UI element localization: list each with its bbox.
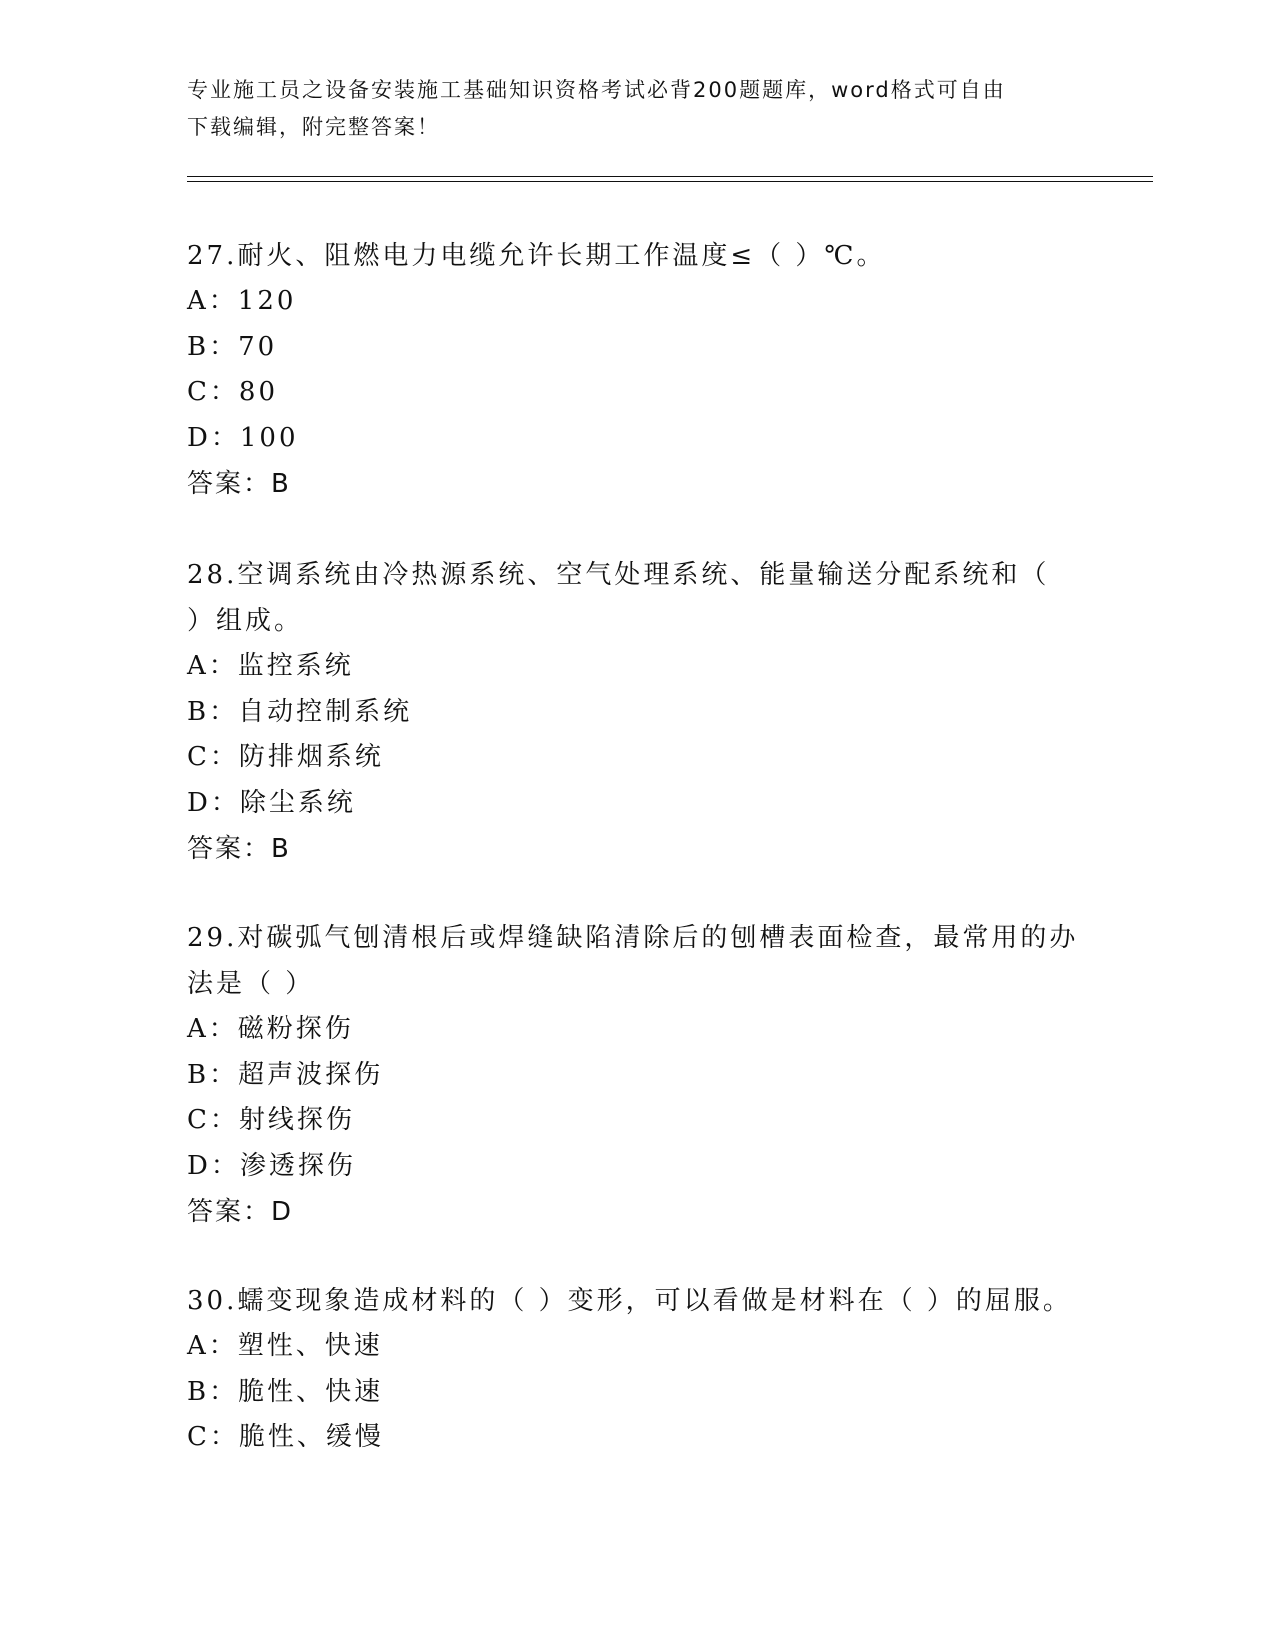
option-key: A： [187, 651, 238, 681]
option-text: 塑性、快速 [237, 1331, 383, 1361]
answer-line: 答案：B [187, 834, 291, 864]
option-key: A： [187, 1331, 238, 1361]
question-stem-line: ）组成。 [187, 606, 304, 636]
option-text: 磁粉探伤 [237, 1014, 354, 1044]
question-28 [187, 552, 1087, 872]
option-key: D： [187, 787, 240, 818]
document-header [187, 72, 1067, 146]
option-a [187, 1007, 1087, 1053]
option-c [187, 1098, 1087, 1144]
option-key: B： [187, 1376, 239, 1407]
option-key: D： [187, 1150, 240, 1181]
option-key: B： [187, 696, 239, 727]
header-line-1: 专业施工员之设备安装施工基础知识资格考试必背200题题库，word格式可自由 [187, 78, 1006, 102]
question-27 [187, 233, 1087, 507]
answer-line: 答案：D [187, 1197, 294, 1227]
option-b [187, 690, 1087, 736]
option-key: C： [187, 1422, 239, 1452]
option-d [187, 781, 1087, 827]
option-b [187, 1370, 1087, 1416]
option-text: 除尘系统 [239, 787, 356, 818]
answer-line: 答案：B [187, 469, 291, 499]
question-30 [187, 1278, 1087, 1461]
option-text: 射线探伤 [238, 1105, 355, 1135]
option-text: 监控系统 [237, 651, 354, 681]
option-c [187, 1415, 1087, 1461]
option-text: 80 [238, 377, 278, 407]
option-text: 脆性、快速 [238, 1376, 384, 1407]
option-b [187, 325, 1087, 371]
option-key: A： [187, 1014, 238, 1044]
header-line-2: 下载编辑，附完整答案！ [187, 115, 440, 139]
question-stem-line: 27.耐火、阻燃电力电缆允许长期工作温度≤（ ）℃。 [187, 241, 886, 271]
option-key: C： [187, 742, 239, 772]
option-a [187, 644, 1087, 690]
option-c [187, 370, 1087, 416]
option-text: 防排烟系统 [238, 742, 384, 772]
option-b [187, 1053, 1087, 1099]
question-stem-line: 30.蠕变现象造成材料的（ ）变形，可以看做是材料在（ ）的屈服。 [187, 1286, 1072, 1316]
question-stem-line: 29.对碳弧气刨清根后或焊缝缺陷清除后的刨槽表面检查，最常用的办 [187, 923, 1079, 953]
header-divider-top [187, 176, 1153, 177]
option-text: 120 [237, 286, 297, 316]
option-c [187, 735, 1087, 781]
option-key: D： [187, 422, 240, 453]
option-text: 70 [238, 331, 278, 362]
option-text: 自动控制系统 [238, 696, 413, 727]
option-a [187, 279, 1087, 325]
option-key: C： [187, 377, 239, 407]
option-key: C： [187, 1105, 239, 1135]
question-stem-line: 法是（ ） [187, 969, 315, 999]
option-text: 超声波探伤 [238, 1059, 384, 1090]
question-stem-line: 28.空调系统由冷热源系统、空气处理系统、能量输送分配系统和（ [187, 560, 1050, 590]
option-text: 100 [239, 422, 299, 453]
option-d [187, 416, 1087, 462]
option-text: 脆性、缓慢 [238, 1422, 384, 1452]
option-key: B： [187, 331, 239, 362]
option-d [187, 1144, 1087, 1190]
option-key: B： [187, 1059, 239, 1090]
option-text: 渗透探伤 [239, 1150, 356, 1181]
question-29 [187, 915, 1087, 1235]
option-key: A： [187, 286, 238, 316]
option-a [187, 1324, 1087, 1370]
header-divider-bottom [187, 181, 1153, 182]
